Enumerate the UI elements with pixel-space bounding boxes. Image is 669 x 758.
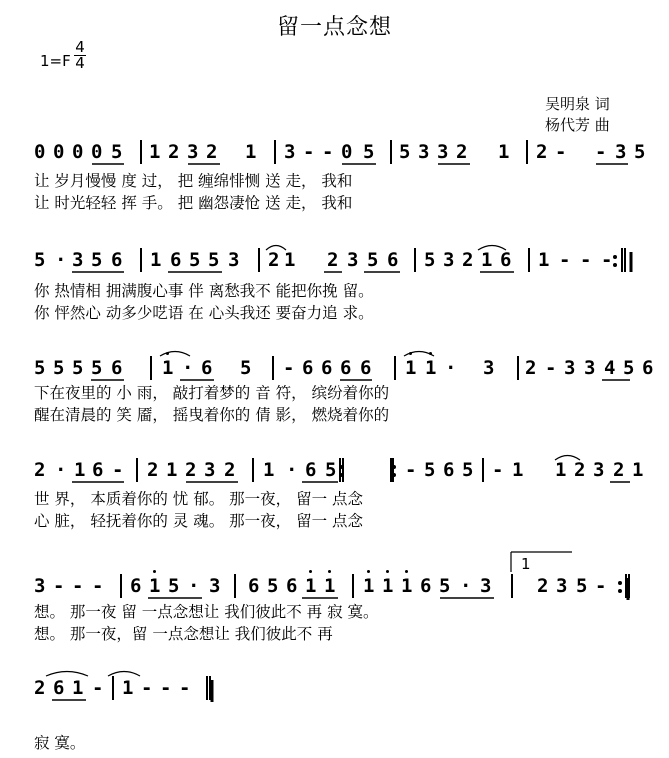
note: 1 [74, 459, 86, 481]
note: 6 [286, 575, 298, 597]
note: 6 [360, 357, 372, 379]
note: 0 [53, 141, 65, 163]
note: 3 [443, 249, 455, 271]
note: 1 [481, 249, 493, 271]
note: 3 [564, 357, 576, 379]
note: 6 [92, 459, 104, 481]
note: 3 [483, 357, 495, 379]
slur [266, 246, 286, 251]
note: - [92, 677, 104, 699]
note: 5 [399, 141, 411, 163]
note: · [182, 357, 194, 379]
note: - [112, 459, 124, 481]
note: 1 [538, 249, 550, 271]
repeat-dot [392, 473, 396, 477]
lyric-line: 你 怦然心 动多少呓语 在 心头我还 要奋力追 求。 [34, 304, 374, 322]
note: 1 [382, 575, 394, 597]
slur [478, 246, 506, 251]
note: 3 [437, 141, 449, 163]
note: - [601, 249, 613, 271]
note: 3 [187, 141, 199, 163]
note: 3 [615, 141, 627, 163]
slur [555, 456, 580, 461]
note: 6 [443, 459, 455, 481]
note: 1 [122, 677, 134, 699]
note: 2 [574, 459, 586, 481]
note: - [92, 575, 104, 597]
repeat-dot [618, 581, 622, 585]
note: 5 [34, 249, 46, 271]
slur [46, 672, 88, 677]
note: 6 [201, 357, 213, 379]
note: · [460, 575, 472, 597]
note: · [55, 459, 67, 481]
note: 3 [209, 575, 221, 597]
note: 6 [111, 357, 123, 379]
note: 5 [189, 249, 201, 271]
note: 1 [245, 141, 257, 163]
note: - [322, 141, 334, 163]
note: - [303, 141, 315, 163]
note: 5 [111, 141, 123, 163]
note: 6 [387, 249, 399, 271]
lyric-line: 心 脏， 轻抚着你的 灵 魂。 那一夜， 留一 点念 [34, 512, 363, 530]
note: 2 [168, 141, 180, 163]
note: 5 [240, 357, 252, 379]
repeat-dot [340, 465, 344, 469]
note: - [580, 249, 592, 271]
note: 1 [305, 575, 317, 597]
note: 1 [405, 357, 417, 379]
note: 1 [284, 249, 296, 271]
time-signature-bottom: 4 [75, 54, 85, 72]
note: - [595, 575, 607, 597]
note: 5 [72, 357, 84, 379]
volta-number: 1 [521, 555, 531, 573]
note: 1 [512, 459, 524, 481]
note: 3 [228, 249, 240, 271]
note: - [492, 459, 504, 481]
note: 1 [150, 249, 162, 271]
note: 5 [208, 249, 220, 271]
note: - [141, 677, 153, 699]
note: 2 [147, 459, 159, 481]
note: 1 [401, 575, 413, 597]
note: 0 [72, 141, 84, 163]
note: 1 [149, 141, 161, 163]
note: 2 [537, 575, 549, 597]
lyric-line: 让 时光轻轻 挥 手。 把 幽怨凄怆 送 走， 我和 [34, 194, 353, 212]
note: 5 [634, 141, 646, 163]
lyric-line: 你 热情相 拥满腹心事 伴 离愁我不 能把你挽 留。 [34, 282, 374, 300]
note: - [555, 141, 567, 163]
lyric-line: 寂 寞。 [34, 734, 86, 752]
note: 1 [162, 357, 174, 379]
note: 5 [367, 249, 379, 271]
note: 1 [425, 357, 437, 379]
note: 1 [263, 459, 275, 481]
lyric-line: 想。 那一夜 留 一点念想让 我们彼此不 再 寂 寞。 [34, 603, 379, 621]
note: 6 [302, 357, 314, 379]
lyricist-credit: 吴明泉 词 [545, 95, 610, 113]
note: 5 [53, 357, 65, 379]
note: · [286, 459, 298, 481]
note: 3 [593, 459, 605, 481]
note: 5 [424, 249, 436, 271]
note: 6 [170, 249, 182, 271]
time-signature-top: 4 [75, 38, 85, 56]
note: 6 [111, 249, 123, 271]
note: 3 [204, 459, 216, 481]
lyric-line: 世 界， 本质着你的 忧 郁。 那一夜， 留一 点念 [34, 490, 363, 508]
note: - [179, 677, 191, 699]
lyric-line: 让 岁月慢慢 度 过， 把 缠绵悱恻 送 走， 我和 [34, 172, 353, 190]
note: 3 [34, 575, 46, 597]
note: 2 [34, 459, 46, 481]
repeat-dot [340, 473, 344, 477]
repeat-dot [618, 589, 622, 593]
repeat-dot [613, 263, 617, 267]
lyric-line: 想。 那一夜，留 一点念想让 我们彼此不 再 [34, 625, 333, 643]
note: 3 [72, 249, 84, 271]
note: 2 [462, 249, 474, 271]
note: - [160, 677, 172, 699]
note: 3 [418, 141, 430, 163]
repeat-dot [613, 255, 617, 259]
note: · [55, 249, 67, 271]
key-signature: 1=F [40, 52, 71, 70]
note: 5 [363, 141, 375, 163]
note: 2 [536, 141, 548, 163]
note: · [188, 575, 200, 597]
note: 0 [91, 141, 103, 163]
lyric-line: 醒在清晨的 笑 靥， 摇曳着你的 倩 影， 燃烧着你的 [34, 406, 390, 424]
note: 2 [268, 249, 280, 271]
note: 6 [321, 357, 333, 379]
note: 6 [642, 357, 654, 379]
note: 2 [206, 141, 218, 163]
note: 1 [363, 575, 375, 597]
slur [404, 352, 434, 357]
repeat-dot [392, 465, 396, 469]
note: 0 [34, 141, 46, 163]
note: 5 [439, 575, 451, 597]
note: 3 [284, 141, 296, 163]
note: 2 [34, 677, 46, 699]
note: 6 [420, 575, 432, 597]
note: 3 [480, 575, 492, 597]
lyric-line: 下在夜里的 小 雨， 敲打着梦的 音 符， 缤纷着你的 [34, 384, 390, 402]
slur [108, 672, 140, 677]
note: 1 [166, 459, 178, 481]
note: 6 [53, 677, 65, 699]
note: 5 [325, 459, 337, 481]
note: 5 [623, 357, 635, 379]
note: 6 [130, 575, 142, 597]
slur [160, 352, 190, 357]
note: 2 [327, 249, 339, 271]
note: 1 [324, 575, 336, 597]
note: - [545, 357, 557, 379]
composer-credit: 杨代芳 曲 [545, 116, 610, 134]
note: 5 [91, 249, 103, 271]
note: 1 [632, 459, 644, 481]
note: 3 [556, 575, 568, 597]
note: 3 [347, 249, 359, 271]
note: 6 [248, 575, 260, 597]
note: 5 [34, 357, 46, 379]
note: - [283, 357, 295, 379]
note: 5 [424, 459, 436, 481]
note: 5 [267, 575, 279, 597]
note: 6 [305, 459, 317, 481]
note: 5 [91, 357, 103, 379]
note: 1 [149, 575, 161, 597]
note: 0 [341, 141, 353, 163]
note: · [445, 357, 457, 379]
note: 1 [555, 459, 567, 481]
note: 6 [340, 357, 352, 379]
note: 3 [584, 357, 596, 379]
note: 2 [456, 141, 468, 163]
note: 2 [613, 459, 625, 481]
note: - [559, 249, 571, 271]
note: - [53, 575, 65, 597]
note: 1 [498, 141, 510, 163]
note: 5 [576, 575, 588, 597]
note: - [72, 575, 84, 597]
song-title: 留一点念想 [276, 15, 392, 40]
note: 1 [72, 677, 84, 699]
note: - [405, 459, 417, 481]
note: 2 [185, 459, 197, 481]
note: 2 [224, 459, 236, 481]
note: 2 [525, 357, 537, 379]
note: 5 [462, 459, 474, 481]
note: - [595, 141, 607, 163]
note: 6 [500, 249, 512, 271]
note: 4 [604, 357, 616, 379]
note: 5 [168, 575, 180, 597]
